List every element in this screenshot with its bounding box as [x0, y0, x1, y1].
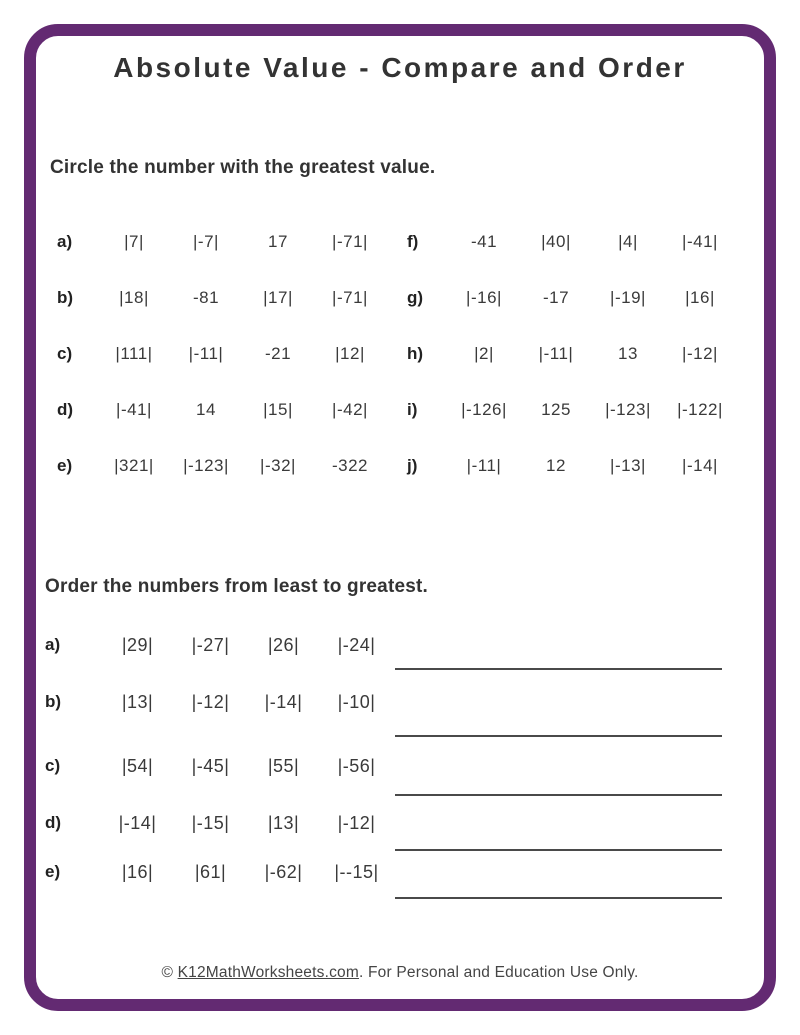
answer-line[interactable] [395, 668, 722, 670]
number-option[interactable]: |-42| [332, 400, 368, 419]
number-option[interactable]: |-11| [466, 456, 502, 475]
number-option[interactable]: -322 [331, 456, 369, 475]
footer-copyright [0, 964, 800, 982]
number-option[interactable]: |-7| [193, 232, 219, 251]
number-value: |26| [267, 634, 300, 655]
number-value: |-24| [337, 634, 376, 655]
number-option[interactable]: |-32| [260, 456, 296, 475]
footer-suffix: . For Personal and Education Use Only. [358, 964, 639, 981]
question-label: i) [407, 400, 418, 419]
footer-link[interactable]: K12MathWorksheets.com [177, 964, 359, 981]
number-option[interactable]: 17 [268, 232, 288, 251]
question-label: d) [45, 813, 62, 832]
number-option[interactable]: |16| [685, 288, 715, 307]
order-question-row [45, 628, 393, 662]
number-option[interactable]: 12 [546, 456, 566, 475]
number-value: |--15| [334, 861, 379, 882]
number-option[interactable]: |-122| [677, 400, 723, 419]
number-option[interactable]: |111| [115, 344, 153, 363]
question-label: e) [57, 456, 73, 475]
number-value: |-14| [264, 691, 303, 712]
number-option[interactable]: |-71| [332, 232, 368, 251]
answer-line[interactable] [395, 849, 722, 851]
number-option[interactable]: |-41| [682, 232, 718, 251]
number-value: |-15| [191, 812, 230, 833]
question-label: j) [407, 456, 418, 475]
number-option[interactable]: |-11| [538, 344, 574, 363]
number-value: |-12| [191, 691, 230, 712]
answer-line[interactable] [395, 794, 722, 796]
number-option[interactable]: |-123| [605, 400, 651, 419]
question-label: b) [45, 692, 62, 711]
section1-left-column [50, 214, 386, 494]
order-question-row [45, 685, 393, 719]
order-question-row [45, 806, 393, 840]
number-value: |-27| [191, 634, 230, 655]
number-option[interactable]: 14 [196, 400, 216, 419]
number-value: |55| [267, 755, 300, 776]
question-label: e) [45, 862, 61, 881]
number-value: |13| [121, 691, 154, 712]
number-option[interactable]: |-13| [610, 456, 646, 475]
number-value: |54| [121, 755, 154, 776]
number-value: |16| [121, 861, 154, 882]
number-option[interactable]: -41 [470, 232, 498, 251]
number-option[interactable]: |40| [541, 232, 571, 251]
number-option[interactable]: -17 [542, 288, 570, 307]
number-option[interactable]: |321| [114, 456, 154, 475]
worksheet-title: Absolute Value - Compare and Order [113, 52, 687, 83]
number-option[interactable]: |15| [263, 400, 293, 419]
number-value: |-10| [337, 691, 376, 712]
number-option[interactable]: |4| [618, 232, 638, 251]
number-option[interactable]: |18| [119, 288, 149, 307]
number-option[interactable]: 13 [618, 344, 638, 363]
answer-line[interactable] [395, 735, 722, 737]
number-option[interactable]: |-11| [188, 344, 224, 363]
number-option[interactable]: |-19| [610, 288, 646, 307]
question-label: c) [57, 344, 73, 363]
number-option[interactable]: |-126| [461, 400, 507, 419]
number-option[interactable]: |-123| [183, 456, 229, 475]
answer-line[interactable] [395, 897, 722, 899]
number-option[interactable]: |-41| [116, 400, 152, 419]
number-value: |-62| [264, 861, 303, 882]
number-value: |-14| [118, 812, 157, 833]
number-option[interactable]: |7| [124, 232, 144, 251]
question-label: a) [57, 232, 73, 251]
footer-prefix: © [161, 964, 178, 981]
section2-instruction: Order the numbers from least to greatest. [45, 576, 429, 597]
question-label: a) [45, 635, 61, 654]
number-option[interactable]: |2| [474, 344, 494, 363]
question-label: h) [407, 344, 424, 363]
question-label: c) [45, 756, 61, 775]
question-label: f) [407, 232, 419, 251]
order-question-row [45, 855, 393, 889]
number-option[interactable]: -81 [192, 288, 220, 307]
order-question-row [45, 749, 393, 783]
number-value: |61| [194, 861, 227, 882]
section1-instruction: Circle the number with the greatest value. [50, 157, 436, 178]
number-option[interactable]: |17| [263, 288, 293, 307]
question-label: d) [57, 400, 74, 419]
question-label: g) [407, 288, 424, 307]
number-value: |13| [267, 812, 300, 833]
section1-right-column [400, 214, 736, 494]
number-option[interactable]: |-71| [332, 288, 368, 307]
number-option[interactable]: |12| [335, 344, 365, 363]
number-option[interactable]: |-14| [682, 456, 718, 475]
number-value: |-12| [337, 812, 376, 833]
number-option[interactable]: |-12| [682, 344, 718, 363]
number-value: |29| [121, 634, 154, 655]
number-value: |-56| [337, 755, 376, 776]
number-option[interactable]: 125 [541, 400, 571, 419]
question-label: b) [57, 288, 74, 307]
number-option[interactable]: -21 [264, 344, 292, 363]
number-value: |-45| [191, 755, 230, 776]
number-option[interactable]: |-16| [466, 288, 502, 307]
